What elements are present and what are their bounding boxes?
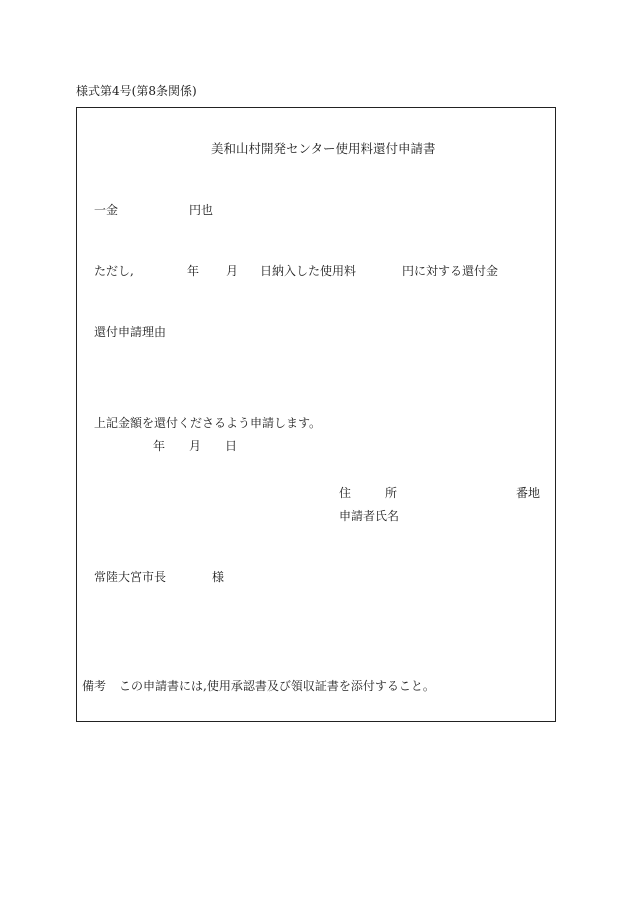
request-statement: 上記金額を還付くださるよう申請します。 xyxy=(94,416,322,430)
form-title: 美和山村開発センター使用料還付申請書 xyxy=(211,141,436,156)
detail-tadashi: ただし, xyxy=(94,264,134,278)
detail-month: 月 xyxy=(226,264,239,278)
amount-suffix: 円也 xyxy=(189,203,214,217)
detail-yen-refund: 円に対する還付金 xyxy=(402,264,499,278)
address-banchi: 番地 xyxy=(516,486,541,500)
remarks-text: この申請書には,使用承認書及び領収証書を添付すること。 xyxy=(119,679,435,693)
remarks-label: 備考 xyxy=(82,679,107,693)
detail-year: 年 xyxy=(187,264,200,278)
date-month: 月 xyxy=(189,439,202,453)
form-frame xyxy=(76,107,556,722)
applicant-name-label: 申請者氏名 xyxy=(339,509,400,523)
address-label-1: 住 xyxy=(339,486,352,500)
date-day: 日 xyxy=(225,439,238,453)
form-number: 様式第4号(第8条関係) xyxy=(76,84,197,98)
address-label-2: 所 xyxy=(385,486,398,500)
date-year: 年 xyxy=(153,439,166,453)
detail-day-paid: 日納入した使用料 xyxy=(260,264,357,278)
recipient-honorific: 様 xyxy=(212,570,225,584)
recipient-title: 常陸大宮市長 xyxy=(94,570,167,584)
reason-label: 還付申請理由 xyxy=(94,325,167,339)
amount-prefix: 一金 xyxy=(94,203,119,217)
